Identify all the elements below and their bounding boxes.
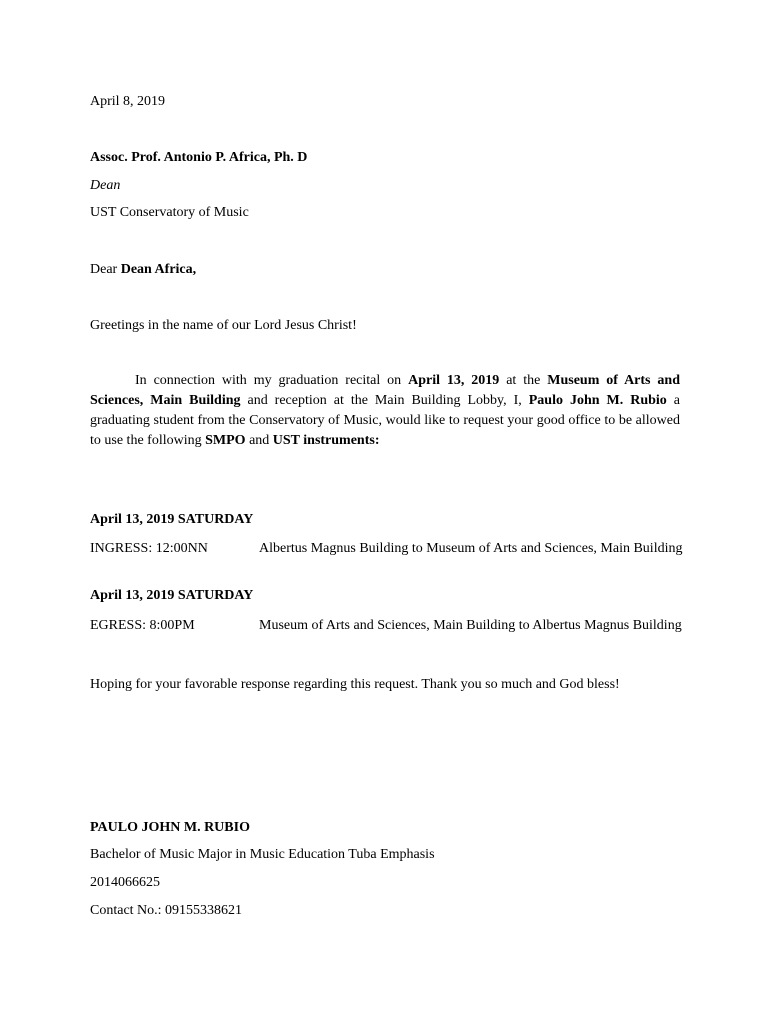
recipient-name: Assoc. Prof. Antonio P. Africa, Ph. D — [90, 150, 308, 165]
body-text-1: In connection with my graduation recital on — [135, 373, 409, 388]
recipient-organization: UST Conservatory of Music — [90, 205, 249, 220]
schedule-route-1: Albertus Magnus Building to Museum of Arts and Sciences, Main Building — [259, 541, 683, 556]
body-paragraph — [90, 371, 680, 451]
smpo-text: SMPO — [205, 433, 246, 448]
schedule-route-2: Museum of Arts and Sciences, Main Building to Albertus Magnus Building — [259, 618, 682, 633]
recipient-title: Dean — [90, 178, 121, 193]
schedule-label-2: EGRESS: 8:00PM — [90, 618, 195, 633]
body-text-2: at the — [499, 373, 548, 388]
body-text-3: and reception at the Main Building Lobby, I, — [240, 393, 529, 408]
salutation-name: Dean Africa, — [120, 262, 197, 277]
sender-name: PAULO JOHN M. RUBIO — [90, 820, 250, 835]
recital-date: April 13, 2019 — [408, 373, 500, 388]
sender-program: Bachelor of Music Major in Music Education Tuba Emphasis — [90, 847, 435, 862]
body-text-4: a graduating student from the Conservatory of Music, would like to request your good office to be allowed to use the following — [90, 393, 680, 448]
schedule-date-2: April 13, 2019 SATURDAY — [90, 588, 254, 603]
salutation — [90, 262, 196, 278]
schedule-date-1: April 13, 2019 SATURDAY — [90, 512, 254, 527]
body-text-5: and — [245, 433, 273, 448]
sender-student-number: 2014066625 — [90, 875, 160, 890]
recital-venue: Museum of Arts and Sciences, Main Building — [90, 373, 680, 408]
schedule-label-1: INGRESS: 12:00NN — [90, 541, 208, 556]
student-name: Paulo John M. Rubio — [528, 393, 667, 408]
closing-text: Hoping for your favorable response regarding this request. Thank you so much and God bless! — [90, 677, 620, 692]
letter-date: April 8, 2019 — [90, 94, 166, 109]
ust-instruments-text: UST instruments: — [272, 433, 380, 448]
sender-contact: Contact No.: 09155338621 — [90, 903, 243, 918]
salutation-prefix: Dear — [90, 262, 121, 277]
greeting: Greetings in the name of our Lord Jesus Christ! — [90, 318, 357, 333]
